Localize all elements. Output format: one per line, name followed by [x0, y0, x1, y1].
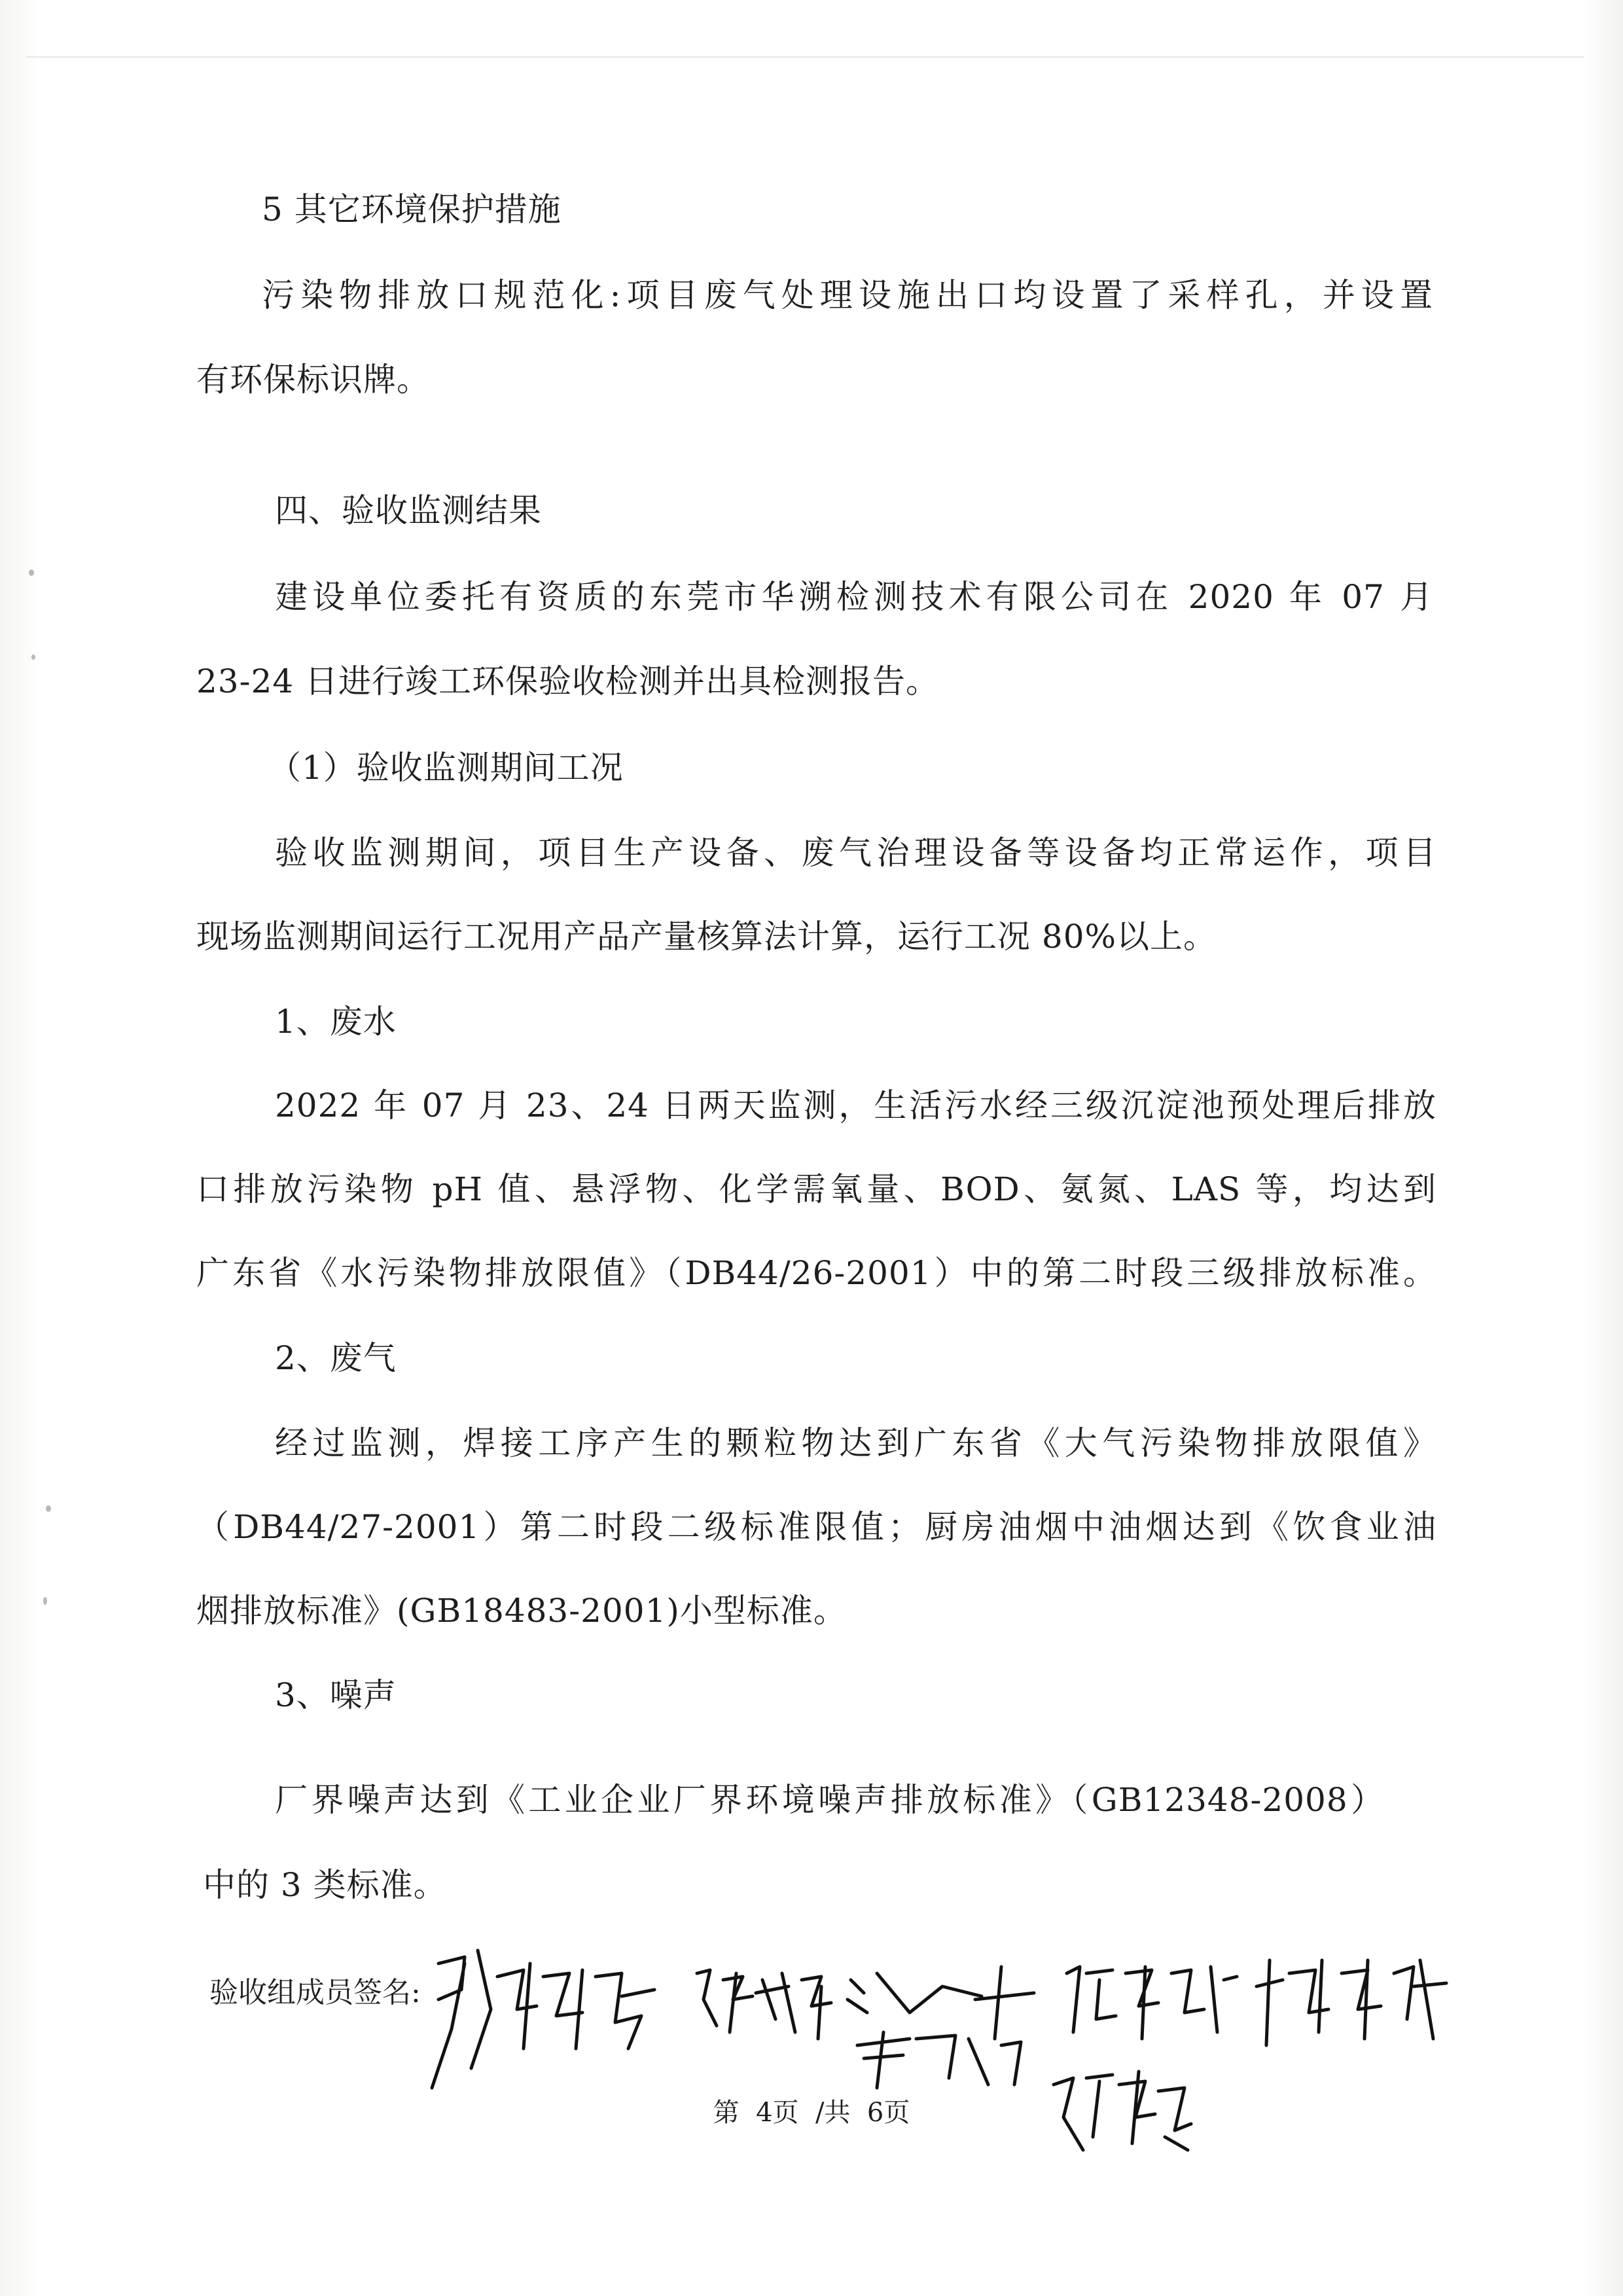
scan-speck — [29, 569, 34, 576]
subsection-1-paragraph-line-2: 现场监测期间运行工况用产品产量核算法计算，运行工况 80%以上。 — [196, 918, 1217, 956]
noise-paragraph-line-1: 厂界噪声达到《工业企业厂界环境噪声排放标准》（GB12348-2008） — [275, 1781, 1384, 1819]
wastewater-paragraph-line-3: 广东省《水污染物排放限值》（DB44/26-2001）中的第二时段三级排放标准。 — [196, 1254, 1436, 1292]
handwritten-signature-yang — [1243, 1947, 1453, 2052]
section-5-heading: 5 其它环境保护措施 — [262, 190, 562, 228]
wastewater-heading: 1、废水 — [275, 1003, 397, 1041]
wastewater-paragraph-line-1: 2022 年 07 月 23、24 日两天监测，生活污水经三级沉淀池预处理后排放 — [275, 1086, 1436, 1124]
noise-heading: 3、噪声 — [275, 1676, 397, 1714]
subsection-1-heading: （1）验收监测期间工况 — [268, 749, 624, 787]
section-4-paragraph-line-1: 建设单位委托有资质的东莞市华溯检测技术有限公司在 2020 年 07 月 — [275, 578, 1433, 616]
section-4-heading: 四、验收监测结果 — [275, 492, 542, 529]
exhaust-paragraph-line-3: 烟排放标准》(GB18483-2001)小型标准。 — [196, 1592, 847, 1630]
exhaust-heading: 2、废气 — [275, 1339, 397, 1377]
wastewater-paragraph-line-2: 口排放污染物 pH 值、悬浮物、化学需氧量、BOD、氨氮、LAS 等，均达到 — [196, 1170, 1436, 1208]
page-number: 第 4页 /共 6页 — [713, 2098, 910, 2128]
section-4-paragraph-line-2: 23-24 日进行竣工环保验收检测并出具检测报告。 — [196, 662, 940, 700]
section-5-paragraph-line-1: 污染物排放口规范化:项目废气处理设施出口均设置了采样孔，并设置 — [262, 276, 1433, 314]
top-rule — [26, 56, 1584, 58]
handwritten-signature-zhang — [425, 1937, 674, 2094]
members-signature-label: 验收组成员签名: — [209, 1976, 421, 2009]
handwritten-signature-he — [1060, 1954, 1243, 2052]
scan-speck — [43, 1597, 47, 1605]
exhaust-paragraph-line-2: （DB44/27-2001）第二时段二级标准限值；厨房油烟中油烟达到《饮食业油 — [196, 1508, 1436, 1546]
scan-speck — [46, 1505, 51, 1512]
subsection-1-paragraph-line-1: 验收监测期间，项目生产设备、废气治理设备等设备均正常运作，项目 — [275, 834, 1436, 872]
section-5-paragraph-line-2: 有环保标识牌。 — [196, 361, 430, 399]
handwritten-signature-liang — [838, 1960, 1054, 2091]
exhaust-paragraph-line-1: 经过监测，焊接工序产生的颗粒物达到广东省《大气污染物排放限值》 — [275, 1424, 1436, 1462]
handwritten-signature-chen-xiaocong — [690, 1960, 841, 2045]
noise-paragraph-line-2: 中的 3 类标准。 — [203, 1866, 447, 1904]
scan-speck — [31, 655, 35, 660]
